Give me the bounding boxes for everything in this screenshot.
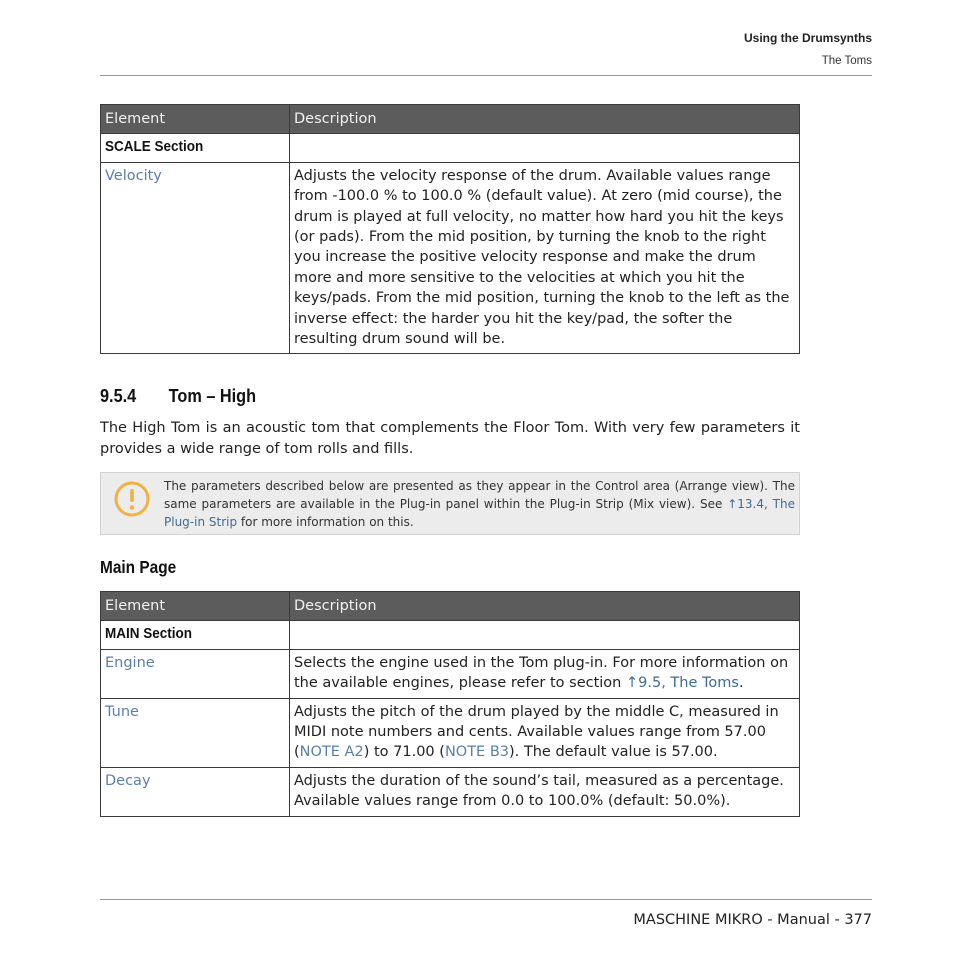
tune-description: Adjusts the pitch of the drum played by the middle C, measured in MIDI note numbers and cents. Available values range from 57.00 (NOTE A2) to 71.00 (NOTE B3). The default value is 57.00. [290, 698, 800, 767]
main-page-heading: Main Page [100, 557, 177, 577]
column-header-element: Element [101, 592, 290, 621]
table-header-row [101, 592, 800, 621]
element-tune-link[interactable]: Tune [105, 703, 139, 720]
header-section-title: The Toms [821, 55, 872, 67]
note-a2-value: NOTE A2 [299, 744, 364, 761]
column-header-description: Description [290, 592, 800, 621]
table-row [101, 649, 800, 698]
intro-paragraph: The High Tom is an acoustic tom that complements the Floor Tom. With very few parameters it provides a wide range of tom rolls and fills. [100, 420, 800, 457]
column-header-element: Element [101, 105, 290, 134]
element-decay-link[interactable]: Decay [105, 772, 151, 789]
table-row [101, 698, 800, 767]
element-engine-link[interactable]: Engine [105, 654, 155, 671]
table-header-row [101, 105, 800, 134]
column-header-description: Description [290, 105, 800, 134]
table-row [101, 621, 800, 649]
section-heading [100, 385, 256, 407]
plugin-strip-link[interactable]: ↑13.4, The Plug-in Strip [164, 497, 795, 529]
element-velocity-link[interactable]: Velocity [105, 167, 162, 184]
the-toms-link[interactable]: ↑9.5, The Toms [625, 675, 739, 692]
note-b3-value: NOTE B3 [444, 744, 509, 761]
note-text: The parameters described below are presented as they appear in the Control area (Arrange view). The same parameters are available in the Plug-in panel within the Plug-in Strip (Mix view). See ↑13.4, The Plug-in Strip for more information on this. [164, 479, 795, 529]
main-parameter-table [100, 591, 800, 817]
section-title: Tom – High [168, 385, 257, 406]
page-footer: MASCHINE MIKRO - Manual - 377 [633, 912, 872, 928]
table-row [101, 767, 800, 816]
decay-description: Adjusts the duration of the sound’s tail, measured as a percentage. Available values range from 0.0 to 100.0% (default: 50.0%). [290, 767, 800, 816]
exclamation-icon [114, 481, 150, 517]
section-label-main: MAIN Section [105, 625, 193, 643]
section-label-scale: SCALE Section [105, 138, 204, 156]
footer-divider [100, 899, 872, 900]
scale-parameter-table [100, 104, 800, 354]
header-chapter-title: Using the Drumsynths [743, 31, 872, 45]
table-row [101, 162, 800, 354]
velocity-description: Adjusts the velocity response of the drum. Available values range from -100.0 % to 100.0 % (default value). At zero (mid course), the drum is played at full velocity, no matter how hard you hit the keys (or pads). From the mid position, by turning the knob to the right you increase the positive velocity response and make the drum more and more sensitive to the velocities at which you hit the keys/pads. From the mid position, turning the knob to the left as the inverse effect: the harder you hit the key/pad, the softer the resulting drum sound will be. [290, 162, 800, 354]
header-divider [100, 75, 872, 76]
table-row [101, 134, 800, 162]
section-number: 9.5.4 [100, 385, 137, 406]
note-box [100, 472, 800, 535]
engine-description: Selects the engine used in the Tom plug-in. For more information on the available engines, please refer to section ↑9.5, The Toms. [290, 649, 800, 698]
